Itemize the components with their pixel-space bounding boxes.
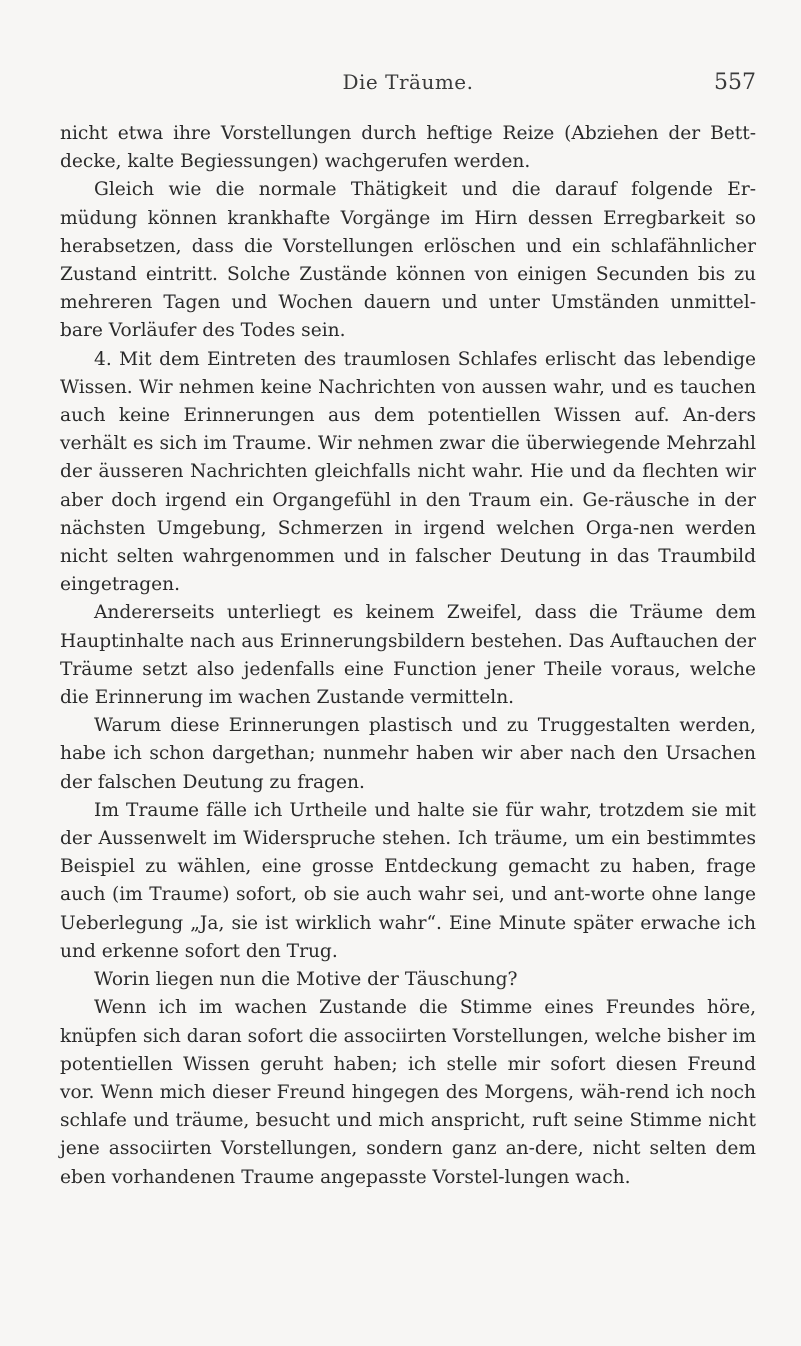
- paragraph-section-4: 4. Mit dem Eintreten des traumlosen Schlafes erlischt das lebendige Wissen. Wir nehmen keine Nachrichten von aussen wahr, und es tauchen auch keine Erinnerungen aus dem potentiellen Wissen auf. An-ders verhält es sich im Traume. Wir nehmen zwar die überwiegende Mehrzahl der äusseren Nachrichten gleichfalls nicht wahr. Hie und da flechten wir aber doch irgend ein Organgefühl in den Traum ein. Ge-räusche in der nächsten Umgebung, Schmerzen in irgend welchen Orga-nen werden nicht selten wahrgenommen und in falscher Deutung in das Traumbild eingetragen.: [60, 348, 756, 596]
- paragraph: Wenn ich im wachen Zustande die Stimme eines Freundes höre, knüpfen sich daran sofort die associirten Vorstellungen, welche bisher im potentiellen Wissen geruht haben; ich stelle mir sofort diesen Freund vor. Wenn mich dieser Freund hingegen des Morgens, wäh-rend ich noch schlafe und träume, besucht und mich anspricht, ruft seine Stimme nicht jene associirten Vorstellungen, sondern ganz an-dere, nicht selten dem eben vorhandenen Traume angepasste Vorstel-lungen wach.: [60, 997, 756, 1188]
- paragraph: Gleich wie die normale Thätigkeit und die darauf folgende Er-müdung können krankhafte Vorgänge im Hirn dessen Erregbarkeit so herabsetzen, dass die Vorstellungen erlöschen und ein schlafähnlicher Zustand eintritt. Solche Zustände können von einigen Secunden bis zu mehreren Tagen und Wochen dauern und unter Umständen unmittel-bare Vorläufer des Todes sein.: [60, 179, 756, 342]
- paragraph-continuation: nicht etwa ihre Vorstellungen durch heftige Reize (Abziehen der Bett-decke, kalte Begiessungen) wachgerufen werden.: [60, 123, 756, 173]
- body-text: [60, 120, 756, 1192]
- running-head: [60, 70, 756, 110]
- paragraph: Warum diese Erinnerungen plastisch und zu Truggestalten werden, habe ich schon dargethan; nunmehr haben wir aber nach den Ursachen der falschen Deutung zu fragen.: [60, 715, 756, 793]
- page-number: 557: [714, 70, 756, 95]
- paragraph: Andererseits unterliegt es keinem Zweifel, dass die Träume dem Hauptinhalte nach aus Erinnerungsbildern bestehen. Das Auftauchen der Träume setzt also jedenfalls eine Function jener Theile voraus, welche die Erinnerung im wachen Zustande vermitteln.: [60, 602, 756, 709]
- paragraph: Im Traume fälle ich Urtheile und halte sie für wahr, trotzdem sie mit der Aussenwelt im Widerspruche stehen. Ich träume, um ein bestimmtes Beispiel zu wählen, eine grosse Entdeckung gemacht zu haben, frage auch (im Traume) sofort, ob sie auch wahr sei, und ant-worte ohne lange Ueberlegung „Ja, sie ist wirklich wahr“. Eine Minute später erwache ich und erkenne sofort den Trug.: [60, 799, 756, 962]
- paragraph-question: Worin liegen nun die Motive der Täuschung?: [94, 969, 518, 991]
- running-title: Die Träume.: [342, 70, 474, 94]
- book-page: [0, 70, 801, 1346]
